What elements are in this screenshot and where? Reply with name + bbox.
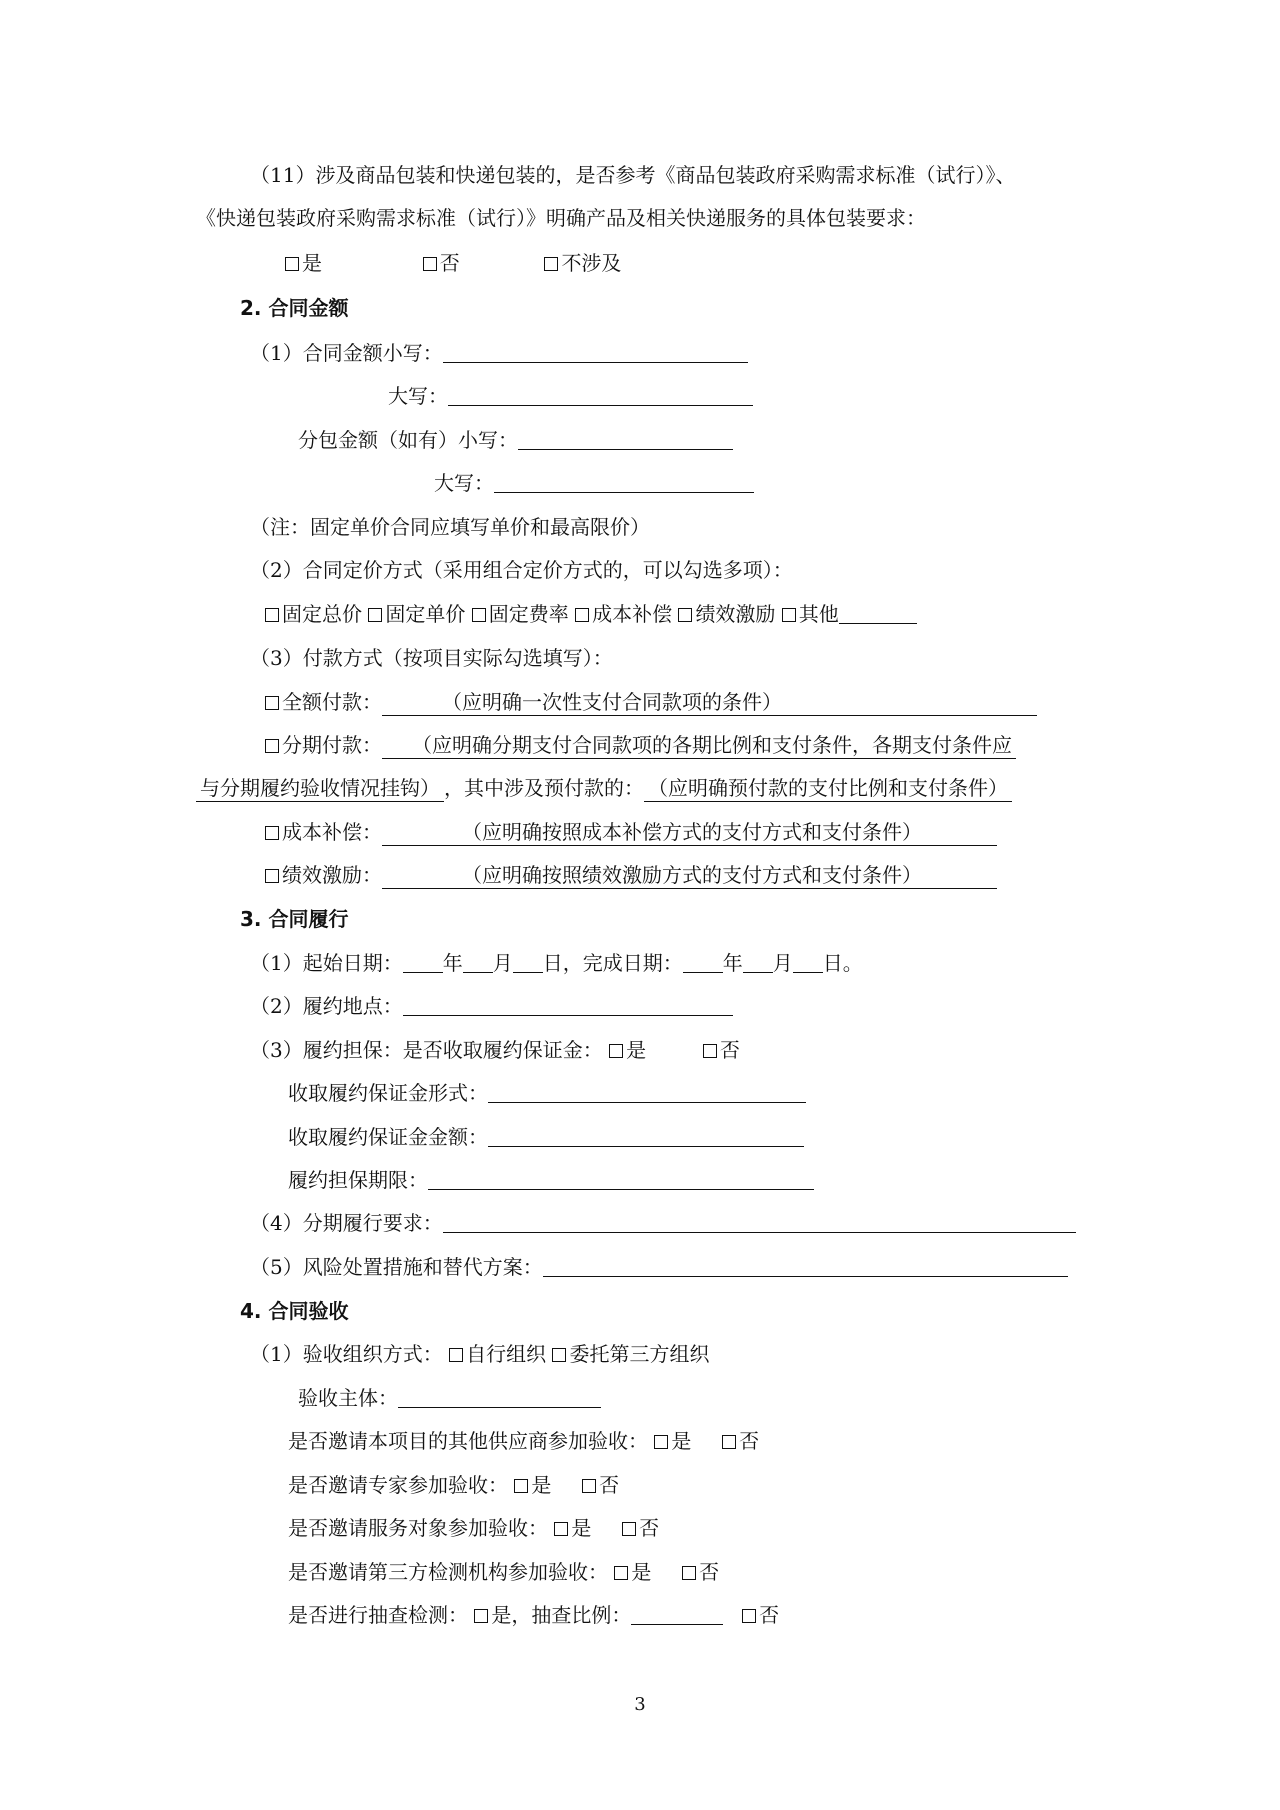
sub-amount-lower-field[interactable]: [518, 429, 733, 450]
item11-line2: 《快递包装政府采购需求标准（试行）》明确产品及相关快递服务的具体包装要求：: [196, 206, 926, 230]
start-day-field[interactable]: [513, 952, 543, 973]
cost-compensation-checkbox[interactable]: [265, 826, 279, 840]
contract-amount-upper: 大写：: [388, 383, 753, 409]
guarantee-period-field[interactable]: [428, 1169, 814, 1190]
checkbox-icon: [722, 1435, 736, 1449]
acceptance-subject-field[interactable]: [398, 1387, 601, 1408]
page-number: 3: [634, 1694, 646, 1715]
invite-testing-yes-checkbox[interactable]: 是: [614, 1560, 651, 1584]
phased-row: （4）分期履行要求：: [250, 1210, 1076, 1236]
place-field[interactable]: [403, 995, 733, 1016]
sub-amount-lower: 分包金额（如有）小写：: [298, 427, 733, 453]
guarantee-amount-field[interactable]: [488, 1126, 804, 1147]
invite-testing-row: 是否邀请第三方检测机构参加验收： 是 否: [288, 1560, 720, 1584]
guarantee-form-row: 收取履约保证金形式：: [288, 1080, 806, 1106]
packaging-yes-checkbox[interactable]: 是: [285, 251, 322, 275]
guarantee-form-field[interactable]: [488, 1082, 806, 1103]
section-2-heading: 2. 合同金额: [240, 296, 349, 320]
risk-row: （5）风险处置措施和替代方案：: [250, 1254, 1068, 1280]
dates-row: （1）起始日期： 年 月 日，完成日期： 年 月 日。: [250, 951, 863, 975]
item11-options: [285, 250, 621, 276]
performance-incentive-checkbox[interactable]: [265, 869, 279, 883]
checkbox-icon: [449, 1348, 463, 1362]
checkbox-icon: [678, 608, 692, 622]
end-day-field[interactable]: [793, 952, 823, 973]
invite-experts-no-checkbox[interactable]: 否: [582, 1473, 619, 1497]
performance-incentive-row: 绩效激励： （应明确按照绩效激励方式的支付方式和支付条件）: [265, 862, 997, 889]
acceptance-subject-row: 验收主体：: [298, 1385, 601, 1411]
org-self-checkbox[interactable]: 自行组织: [449, 1342, 546, 1366]
packaging-no-checkbox[interactable]: 否: [423, 251, 460, 275]
spot-check-yes-checkbox[interactable]: 是，抽查比例：: [474, 1603, 631, 1627]
invite-testing-no-checkbox[interactable]: 否: [682, 1560, 719, 1584]
checkbox-icon: [622, 1522, 636, 1536]
risk-field[interactable]: [543, 1256, 1068, 1277]
contract-amount-lower-field[interactable]: [443, 342, 748, 363]
full-payment-checkbox[interactable]: [265, 696, 279, 710]
org-third-checkbox[interactable]: 委托第三方组织: [552, 1342, 709, 1366]
checkbox-icon: [682, 1566, 696, 1580]
pricing-method: （2）合同定价方式（采用组合定价方式的，可以勾选多项）：: [250, 558, 793, 582]
invite-experts-row: 是否邀请专家参加验收： 是 否: [288, 1473, 620, 1497]
checkbox-icon: [285, 257, 299, 271]
end-month-field[interactable]: [743, 952, 773, 973]
phased-field[interactable]: [443, 1212, 1076, 1233]
checkbox-icon: [265, 608, 279, 622]
invite-suppliers-row: 是否邀请本项目的其他供应商参加验收： 是 否: [288, 1429, 760, 1453]
spot-check-no-checkbox[interactable]: 否: [742, 1603, 779, 1627]
item11-line1: （11）涉及商品包装和快递包装的，是否参考《商品包装政府采购需求标准（试行）》、: [250, 163, 1016, 187]
installment-condition[interactable]: （应明确分期支付合同款项的各期比例和支付条件，各期支付条件应: [382, 732, 1016, 759]
invite-service-no-checkbox[interactable]: 否: [622, 1516, 659, 1540]
prepayment-condition[interactable]: （应明确预付款的支付比例和支付条件）: [644, 775, 1012, 802]
installment-checkbox[interactable]: [265, 739, 279, 753]
checkbox-icon: [544, 257, 558, 271]
contract-amount-lower: （1）合同金额小写：: [250, 340, 748, 366]
checkbox-icon: [472, 608, 486, 622]
section-3-heading: 3. 合同履行: [240, 907, 349, 931]
performance-incentive-condition[interactable]: （应明确按照绩效激励方式的支付方式和支付条件）: [382, 862, 997, 889]
place-row: （2）履约地点：: [250, 993, 733, 1019]
start-year-field[interactable]: [403, 952, 443, 973]
checkbox-icon: [742, 1609, 756, 1623]
payment-method: （3）付款方式（按项目实际勾选填写）：: [250, 646, 613, 670]
acceptance-org-row: （1）验收组织方式： 自行组织 委托第三方组织: [250, 1342, 710, 1366]
full-payment-condition[interactable]: （应明确一次性支付合同款项的条件）: [382, 689, 1037, 716]
spot-check-row: 是否进行抽查检测： 是，抽查比例： 否: [288, 1603, 780, 1627]
checkbox-icon: [703, 1044, 717, 1058]
cost-compensation-condition[interactable]: （应明确按照成本补偿方式的支付方式和支付条件）: [382, 819, 997, 846]
checkbox-icon: [552, 1348, 566, 1362]
checkbox-icon: [654, 1435, 668, 1449]
checkbox-icon: [614, 1566, 628, 1580]
start-month-field[interactable]: [463, 952, 493, 973]
guarantee-no-checkbox[interactable]: 否: [703, 1038, 740, 1062]
invite-suppliers-yes-checkbox[interactable]: 是: [654, 1429, 691, 1453]
pricing-fixed-unit-checkbox[interactable]: 固定单价: [368, 602, 465, 626]
pricing-fixed-total-checkbox[interactable]: 固定总价: [265, 602, 362, 626]
invite-experts-yes-checkbox[interactable]: 是: [514, 1473, 551, 1497]
pricing-fixed-rate-checkbox[interactable]: 固定费率: [472, 602, 569, 626]
unit-price-note: （注：固定单价合同应填写单价和最高限价）: [250, 515, 650, 539]
checkbox-icon: [514, 1479, 528, 1493]
guarantee-row: （3）履约担保：是否收取履约保证金： 是 否: [250, 1038, 740, 1062]
guarantee-yes-checkbox[interactable]: 是: [609, 1038, 646, 1062]
installment-row: 分期付款： （应明确分期支付合同款项的各期比例和支付条件，各期支付条件应: [265, 732, 1016, 759]
guarantee-period-row: 履约担保期限：: [288, 1167, 814, 1193]
checkbox-icon: [609, 1044, 623, 1058]
invite-suppliers-no-checkbox[interactable]: 否: [722, 1429, 759, 1453]
pricing-cost-checkbox[interactable]: 成本补偿: [575, 602, 672, 626]
installment-condition-cont[interactable]: 与分期履约验收情况挂钩）: [196, 775, 444, 802]
invite-service-yes-checkbox[interactable]: 是: [554, 1516, 591, 1540]
checkbox-icon: [582, 1479, 596, 1493]
checkbox-icon: [554, 1522, 568, 1536]
pricing-performance-checkbox[interactable]: 绩效激励: [678, 602, 775, 626]
checkbox-icon: [575, 608, 589, 622]
pricing-other-checkbox[interactable]: 其他: [782, 602, 839, 626]
contract-amount-upper-field[interactable]: [448, 385, 753, 406]
section-4-heading: 4. 合同验收: [240, 1299, 349, 1323]
checkbox-icon: [474, 1609, 488, 1623]
installment-row-2: 与分期履约验收情况挂钩） ，其中涉及预付款的： （应明确预付款的支付比例和支付条件）: [196, 775, 1012, 802]
pricing-other-field[interactable]: [839, 603, 917, 624]
checkbox-icon: [782, 608, 796, 622]
packaging-na-checkbox[interactable]: 不涉及: [544, 251, 621, 275]
checkbox-icon: [368, 608, 382, 622]
checkbox-icon: [423, 257, 437, 271]
invite-service-row: 是否邀请服务对象参加验收： 是 否: [288, 1516, 660, 1540]
sub-amount-upper-field[interactable]: [494, 472, 754, 493]
cost-compensation-row: 成本补偿： （应明确按照成本补偿方式的支付方式和支付条件）: [265, 819, 997, 846]
full-payment-row: 全额付款： （应明确一次性支付合同款项的条件）: [265, 689, 1037, 716]
pricing-options: [265, 601, 917, 627]
guarantee-amount-row: 收取履约保证金金额：: [288, 1124, 804, 1150]
end-year-field[interactable]: [683, 952, 723, 973]
spot-check-ratio-field[interactable]: [631, 1604, 723, 1625]
sub-amount-upper: 大写：: [434, 470, 754, 496]
